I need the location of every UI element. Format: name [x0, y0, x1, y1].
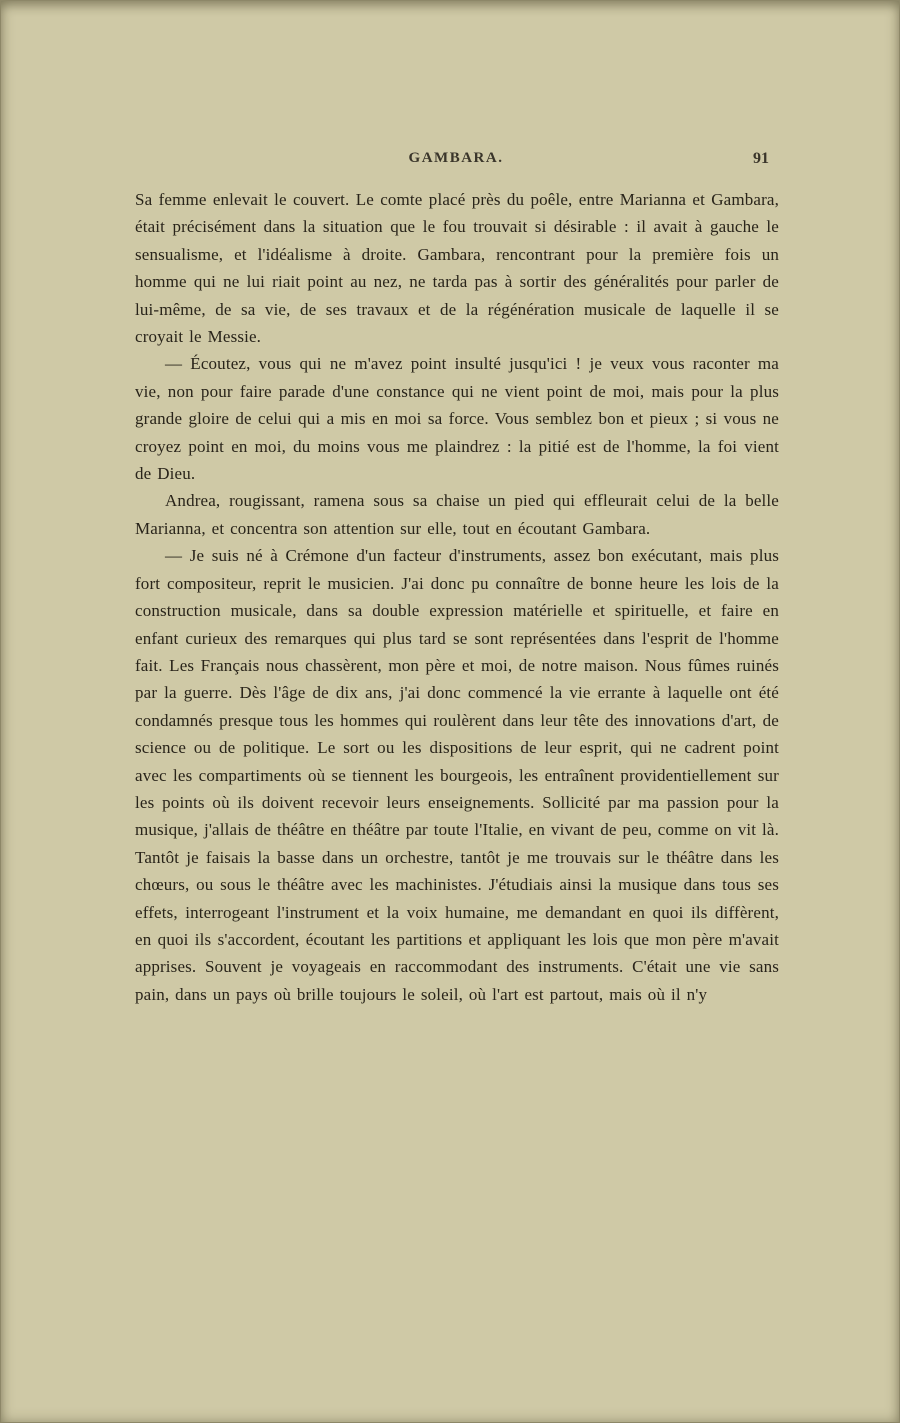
paragraph-dialogue: — Je suis né à Crémone d'un facteur d'instruments, assez bon exécutant, mais plus fort compositeur, reprit le musicien. J'ai donc pu connaître de bonne heure les lois de la construction musicale, dans sa double expression matérielle et spirituelle, et faire en enfant curieux des remarques qui plus tard se sont représentées dans l'esprit de l'homme fait. Les Français nous chassèrent, mon père et moi, de notre maison. Nous fûmes ruinés par la guerre. Dès l'âge de dix ans, j'ai donc commencé la vie errante à laquelle ont été condamnés presque tous les hommes qui roulèrent dans leur tête des innovations d'art, de science ou de politique. Le sort ou les dispositions de leur esprit, qui ne cadrent point avec les compartiments où se tiennent les bourgeois, les entraînent providentiellement sur les points où ils doivent recevoir leurs enseignements. Sollicité par ma passion pour la musique, j'allais de théâtre en théâtre par toute l'Italie, en vivant de peu, comme on vit là. Tantôt je faisais la basse dans un orchestre, tantôt je me trouvais sur le théâtre dans les chœurs, ou sous le théâtre avec les machinistes. J'étudiais ainsi la musique dans tous ses effets, interrogeant l'instrument et la voix humaine, me demandant en quoi ils diffèrent, en quoi ils s'accordent, écoutant les partitions et appliquant les lois que mon père m'avait apprises. Souvent je voyageais en raccommodant des instruments. C'était une vie sans pain, dans un pays où brille toujours le soleil, où l'art est partout, mais où il n'y [135, 546, 779, 1004]
page-header [135, 150, 777, 174]
paragraph: Andrea, rougissant, ramena sous sa chaise un pied qui effleurait celui de la belle Marianna, et concentra son attention sur elle, tout en écoutant Gambara. [135, 491, 779, 538]
running-title: GAMBARA. [408, 150, 504, 166]
paragraph: Sa femme enlevait le couvert. Le comte placé près du poêle, entre Marianna et Gambara, était précisément dans la situation que le fou trouvait si désirable : il avait à gauche le sensualisme, et l'idéalisme à droite. Gambara, rencontrant pour la première fois un homme qui ne lui riait point au nez, ne tarda pas à sortir des généralités pour parler de lui-même, de sa vie, de ses travaux et de la régénération musicale de laquelle il se croyait le Messie. [135, 190, 779, 347]
page-number: 91 [753, 150, 769, 167]
body-text [135, 186, 779, 1008]
paragraph-dialogue: — Écoutez, vous qui ne m'avez point insulté jusqu'ici ! je veux vous raconter ma vie, non pour faire parade d'une constance qui ne vient point de moi, mais pour la plus grande gloire de celui qui a mis en moi sa force. Vous semblez bon et pieux ; si vous ne croyez point en moi, du moins vous me plaindrez : la pitié est de l'homme, la foi vient de Dieu. [135, 354, 779, 484]
